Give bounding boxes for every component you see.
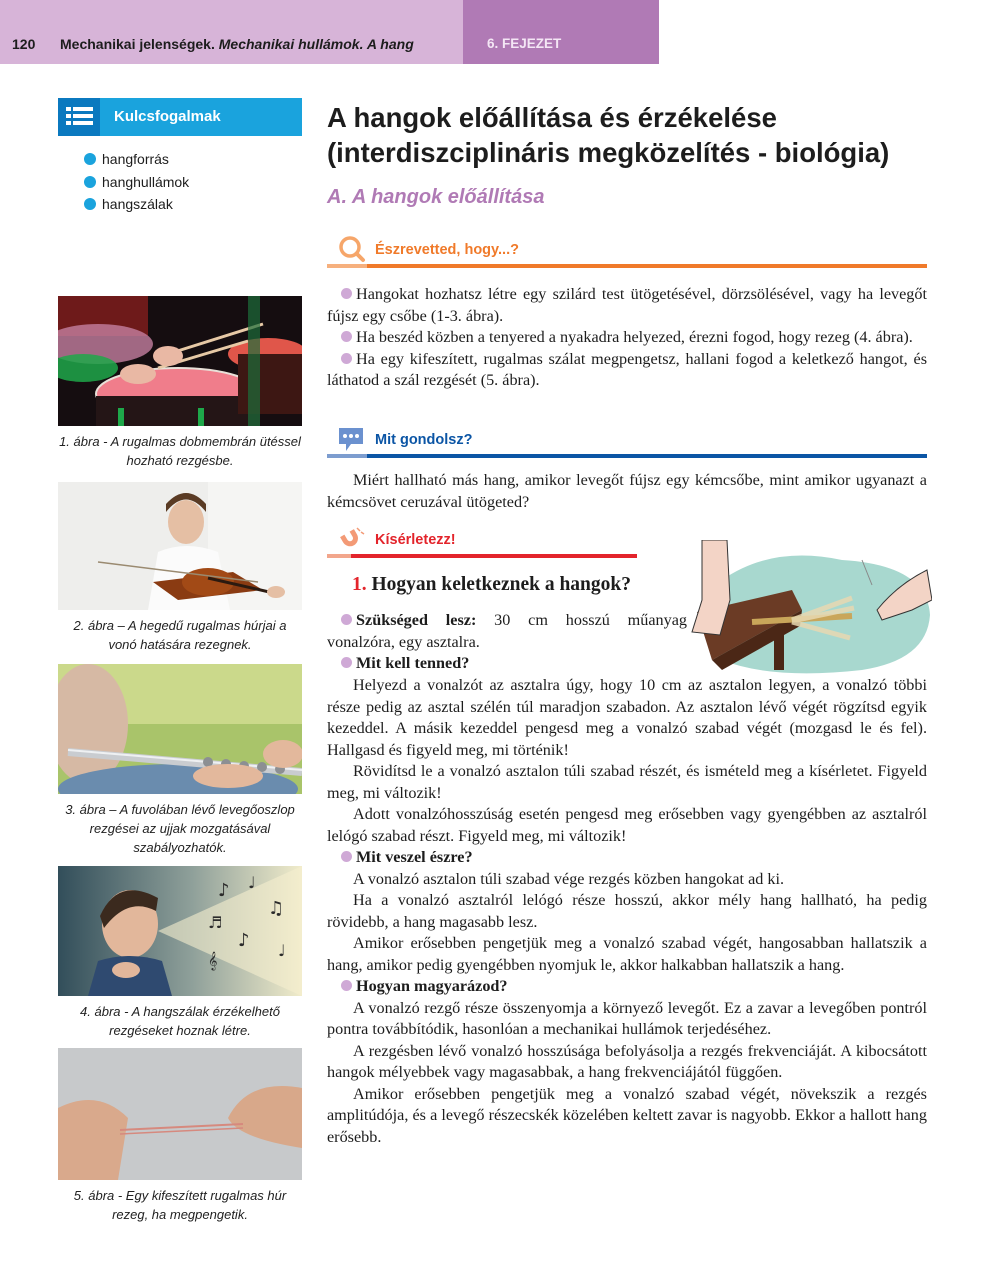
- figure-4: [58, 866, 302, 1040]
- observe-paragraph: Ha a vonalzó asztalról lelógó része hosszú, akkor mély hang hallható, ha pedig rövidebb, a hang magasabb lesz.: [327, 891, 927, 931]
- figure-1: [58, 296, 302, 470]
- music-note-icon: ♪: [218, 880, 230, 901]
- bullet-dot-icon: [341, 980, 352, 991]
- experiment-section-header: [327, 524, 637, 558]
- noticed-paragraph: Ha egy kifeszített, rugalmas szálat megpengetsz, hallani fogod a keletkező hangot, és láthatod a szál rezgését (5. ábra).: [327, 349, 927, 389]
- bullet-dot-icon: [84, 198, 96, 210]
- svg-text:♬: ♬: [208, 913, 223, 932]
- violinist-photo: [58, 482, 302, 610]
- figure-2: [58, 482, 302, 654]
- noticed-paragraphs: [327, 284, 927, 392]
- explain-heading: Hogyan magyarázod?: [327, 976, 927, 998]
- key-concept-item: [84, 171, 189, 194]
- svg-text:♪: ♪: [238, 930, 250, 951]
- running-title: [60, 36, 414, 52]
- svg-text:♩: ♩: [278, 941, 286, 960]
- svg-text:♫: ♫: [268, 898, 285, 919]
- noticed-section-label: Észrevetted, hogy...?: [375, 242, 519, 258]
- section-subtitle: A. A hangok előállítása: [327, 186, 545, 208]
- experiment-needs: [327, 610, 687, 675]
- bullet-dot-icon: [341, 353, 352, 364]
- think-section-header: [327, 424, 927, 458]
- key-concept-label: hanghullámok: [102, 173, 190, 190]
- todo-paragraph: Helyezd a vonalzót az asztalra úgy, hogy 10 cm az asztalon legyen, a vonalzó többi része pedig az asztal szélén túl maradjon szabadon. Az asztalon lévő végét rögzítsd egyik kezeddel. A másik kezeddel pengesd meg a vonalzó szabad végét (mozgasd le és fel). Hallgasd és figyeld meg, mi történik!: [327, 676, 927, 759]
- page-number: 120: [12, 36, 36, 52]
- svg-text:𝄞: 𝄞: [208, 951, 218, 970]
- svg-text:♩: ♩: [248, 873, 256, 892]
- drummer-photo: [58, 296, 302, 426]
- key-concept-label: hangszálak: [102, 196, 173, 212]
- magnet-icon: [337, 526, 365, 554]
- figure-caption: 4. ábra - A hangszálak érzékelhető rezgéseket hoznak létre.: [80, 1004, 280, 1038]
- header-band: [0, 0, 463, 64]
- page-header: [0, 0, 1000, 64]
- page-title: A hangok előállítása és érzékelése (interdiszciplináris megközelítés - biológia): [327, 102, 890, 168]
- bullet-dot-icon: [341, 331, 352, 342]
- chapter-label: 6. FEJEZET: [487, 36, 562, 51]
- explain-paragraph: Amikor erősebben pengetjük meg a vonalzó szabad végét, növekszik a rezgés amplitúdója, és a levegő részecskék közelében keltett zavar is nagyobb. Ekkor a hallott hang erősebb.: [327, 1084, 927, 1146]
- speech-bubble-icon: [337, 426, 365, 454]
- experiment-section-label: Kísérletezz!: [375, 532, 456, 548]
- noticed-section-header: [327, 234, 927, 268]
- ruler-on-table-illustration: [682, 540, 932, 680]
- figure-5: [58, 1048, 302, 1224]
- bullet-dot-icon: [84, 153, 96, 165]
- magnifier-icon: [337, 234, 367, 264]
- bullet-dot-icon: [341, 657, 352, 668]
- figure-3: [58, 664, 302, 857]
- observe-heading: Mit veszel észre?: [327, 847, 927, 869]
- todo-paragraph: Adott vonalzóhosszúság esetén pengesd meg erősebben vagy gyengébben az asztalról lelógó szabad részt. Figyeld meg, mi változik!: [327, 805, 927, 845]
- flute-photo: [58, 664, 302, 794]
- figure-caption: 3. ábra – A fuvolában lévő levegőoszlop rezgései az ujjak mozgatásával szabályozhatók.: [65, 802, 295, 855]
- section-rule-accent: [327, 454, 367, 458]
- section-rule: [327, 454, 927, 458]
- key-concepts-header: [58, 98, 302, 136]
- list-icon: [58, 98, 100, 136]
- figure-caption: 1. ábra - A rugalmas dobmembrán ütéssel hozható rezgésbe.: [59, 434, 301, 468]
- section-rule: [327, 264, 927, 268]
- key-concept-item: [84, 193, 189, 216]
- running-title-regular: Mechanikai jelenségek.: [60, 36, 215, 52]
- explain-paragraph: A rezgésben lévő vonalzó hosszúsága befolyásolja a rezgés frekvenciáját. A kibocsátott hangok mélyebbek vagy magasabbak, a hang frekvenciájától függően.: [327, 1041, 927, 1081]
- running-title-italic: Mechanikai hullámok. A hang: [218, 36, 414, 52]
- todo-paragraph: Rövidítsd le a vonalzó asztalon túli szabad részét, és ismételd meg a kísérletet. Figyeld meg, mi változik!: [327, 762, 927, 802]
- key-concepts-title: Kulcsfogalmak: [114, 108, 221, 125]
- think-question: Miért hallható más hang, amikor levegőt fújsz egy kémcsőbe, mint amikor ugyanazt a kémcsövet ceruzával ütögeted?: [327, 471, 927, 511]
- bullet-dot-icon: [341, 851, 352, 862]
- observe-paragraph: A vonalzó asztalon túli szabad vége rezgés közben hangokat ad ki.: [353, 869, 785, 888]
- key-concept-label: hangforrás: [102, 151, 169, 167]
- noticed-paragraph: Hangokat hozhatsz létre egy szilárd test ütögetésével, dörzsölésével, vagy ha levegőt fújsz egy csőbe (1-3. ábra).: [327, 285, 927, 325]
- singing-boy-photo: [58, 866, 302, 996]
- section-rule-accent: [327, 264, 367, 268]
- noticed-paragraph: Ha beszéd közben a tenyered a nyakadra helyezed, érezni fogod, hogy rezeg (4. ábra).: [327, 327, 927, 349]
- stretched-band-photo: [58, 1048, 302, 1180]
- experiment-title: 1. Hogyan keletkeznek a hangok?: [352, 574, 631, 595]
- section-rule: [327, 554, 637, 558]
- todo-heading: Mit kell tenned?: [327, 653, 687, 675]
- bullet-dot-icon: [84, 176, 96, 188]
- bullet-dot-icon: [341, 614, 352, 625]
- observe-paragraph: Amikor erősebben pengetjük meg a vonalzó szabad végét, hangosabban hallatszik a hang, amikor pedig gyengébben nyomjuk le, akkor halkabban hallatszik a hang.: [327, 934, 927, 974]
- think-section-label: Mit gondolsz?: [375, 432, 473, 448]
- figure-caption: 5. ábra - Egy kifeszített rugalmas húr rezeg, ha megpengetik.: [73, 1188, 287, 1222]
- experiment-number: 1.: [352, 574, 367, 595]
- explain-paragraph: A vonalzó rezgő része összenyomja a környező levegőt. Ez a zavar a levegőben pontról pontra továbbítódik, hasonlóan a mechanikai hullámok terjedéséhez.: [327, 998, 927, 1038]
- chapter-band: [463, 0, 659, 64]
- needs-text: 30 cm hosszú műanyag vonalzóra, egy asztalra.: [327, 611, 688, 651]
- key-concept-item: [84, 148, 189, 171]
- needs-label: Szükséged lesz:: [356, 611, 477, 629]
- figure-caption: 2. ábra – A hegedű rugalmas húrjai a vonó hatására rezegnek.: [73, 618, 287, 652]
- experiment-todo: [327, 675, 927, 1148]
- bullet-dot-icon: [341, 288, 352, 299]
- key-concepts-list: [84, 148, 189, 216]
- section-rule-accent: [327, 554, 351, 558]
